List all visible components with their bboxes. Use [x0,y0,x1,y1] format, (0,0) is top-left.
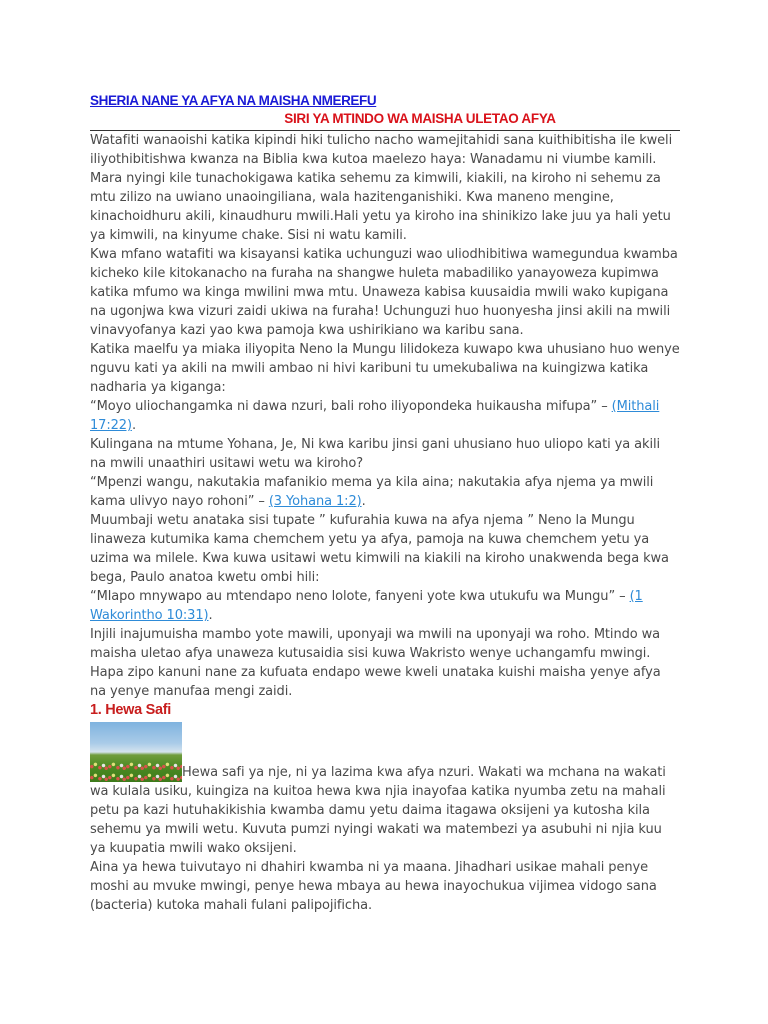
paragraph: Hapa zipo kanuni nane za kufuata endapo wewe kweli unataka kuishi maisha yenye afya na yenye manufaa mengi zaidi. [90,665,661,699]
paragraph: Muumbaji wetu anataka sisi tupate ” kufurahia kuwa na afya njema ” Neno la Mungu linaweza kutumika kama chemchem yetu ya afya, pamoja na kuwa chemchem yetu ya uzima wa milele. Kwa kuwa usitawi wetu kimwili na kiakili na kiroho unakwenda bega kwa bega, Paulo anatoa kwetu ombi hili: [90,513,669,585]
section-paragraph: Aina ya hewa tuivutayo ni dhahiri kwamba ni ya maana. Jihadhari usikae mahali penye moshi au mvuke mwingi, penye hewa mbaya au hewa inayochukua vijimea vidogo sana (bacteria) kutoka mahali fulani palipojificha. [90,860,657,913]
scripture-quote: “Mlapo mnywapo au mtendapo neno lolote, fanyeni yote kwa utukufu wa Mungu” – (1 Wakorintho 10:31). [90,589,643,623]
meadow-photo [90,722,182,782]
scripture-quote: “Mpenzi wangu, nakutakia mafanikio mema ya kila aina; nakutakia afya njema ya mwili kama ulivyo nayo rohoni” – (3 Yohana 1:2). [90,475,654,509]
article-subtitle: SIRI YA MTINDO WA MAISHA ULETAO AFYA [90,110,680,131]
scripture-link[interactable]: (1 Wakorintho 10:31) [90,589,643,623]
paragraph: Katika maelfu ya miaka iliyopita Neno la Mungu lilidokeza kuwapo kwa uhusiano huo wenye nguvu kati ya akili na mwili ambao ni hivi karibuni tu umekubaliwa na kuingizwa katika nadharia ya kiganga: [90,342,680,395]
quote-text: “Mlapo mnywapo au mtendapo neno lolote, fanyeni yote kwa utukufu wa Mungu” – [90,589,626,604]
paragraph-text: Hewa safi ya nje, ni ya lazima kwa afya nzuri. Wakati wa mchana na wakati wa kulala usiku, kuingiza na kuitoa hewa kwa njia inayofaa katika nyumba zetu na mahali petu pa kazi hutuhakikishia kwamba damu yetu daima itagawa oksijeni ya kutosha kila sehemu ya mwili wetu. Kuvuta pumzi nyingi wakati wa matembezi ya asubuhi ni njia kuu ya kuupatia mwili wako oksijeni. [90,765,666,856]
section-paragraph [90,720,680,858]
paragraph: Injili inajumuisha mambo yote mawili, uponyaji wa mwili na uponyaji wa roho. Mtindo wa maisha uletao afya unaweza kutusaidia sisi kuwa Wakristo wenye uchangamfu mwingi. [90,627,661,661]
scripture-link[interactable]: (3 Yohana 1:2) [268,494,362,509]
paragraph: Kwa mfano watafiti wa kisayansi katika uchunguzi wao uliodhibitiwa wamegundua kwamba kicheko kile kitokanacho na furaha na shangwe huleta mabadiliko yanayoweza kupimwa katika mfumo wa kinga mwilini mwa mtu. Unaweza kabisa kuusaidia mwili wako kupigana na ugonjwa kwa vizuri zaidi ukiwa na furaha! Uchunguzi huo huonyesha jinsi akili na mwili vinavyofanya kazi yao kwa pamoja kwa ushirikiano wa karibu sana. [90,247,678,338]
article-title: SHERIA NANE YA AFYA NA MAISHA NMEREFU [90,93,377,108]
scripture-quote: “Moyo uliochangamka ni dawa nzuri, bali roho iliyopondeka huikausha mifupa” – (Mithali 17:22). [90,399,660,433]
quote-text: “Mpenzi wangu, nakutakia mafanikio mema ya kila aina; nakutakia afya njema ya mwili kama ulivyo nayo rohoni” – [90,475,654,509]
article [90,92,680,915]
quote-text: “Moyo uliochangamka ni dawa nzuri, bali roho iliyopondeka huikausha mifupa” – [90,399,608,414]
scripture-link[interactable]: (Mithali 17:22) [90,399,660,433]
section-heading: 1. Hewa Safi [90,702,172,718]
paragraph: Watafiti wanaoishi katika kipindi hiki tulicho nacho wamejitahidi sana kuithibitisha ile kweli iliyothibitishwa kwanza na Biblia kwa kutoa maelezo haya: Wanadamu ni viumbe kamili. Mara nyingi kile tunachokigawa katika sehemu za kimwili, kiakili, na kiroho ni sehemu za mtu zilizo na uwiano unaoingiliana, wala hazitenganishiki. Kwa maneno mengine, kinachoidhuru akili, kinaudhuru mwili.Hali yetu ya kiroho ina shinikizo lake juu ya hali yetu ya kimwili, na kinyume chake. Sisi ni watu kamili. [90,133,673,243]
paragraph: Kulingana na mtume Yohana, Je, Ni kwa karibu jinsi gani uhusiano huo uliopo kati ya akili na mwili unaathiri usitawi wetu wa kiroho? [90,437,661,471]
